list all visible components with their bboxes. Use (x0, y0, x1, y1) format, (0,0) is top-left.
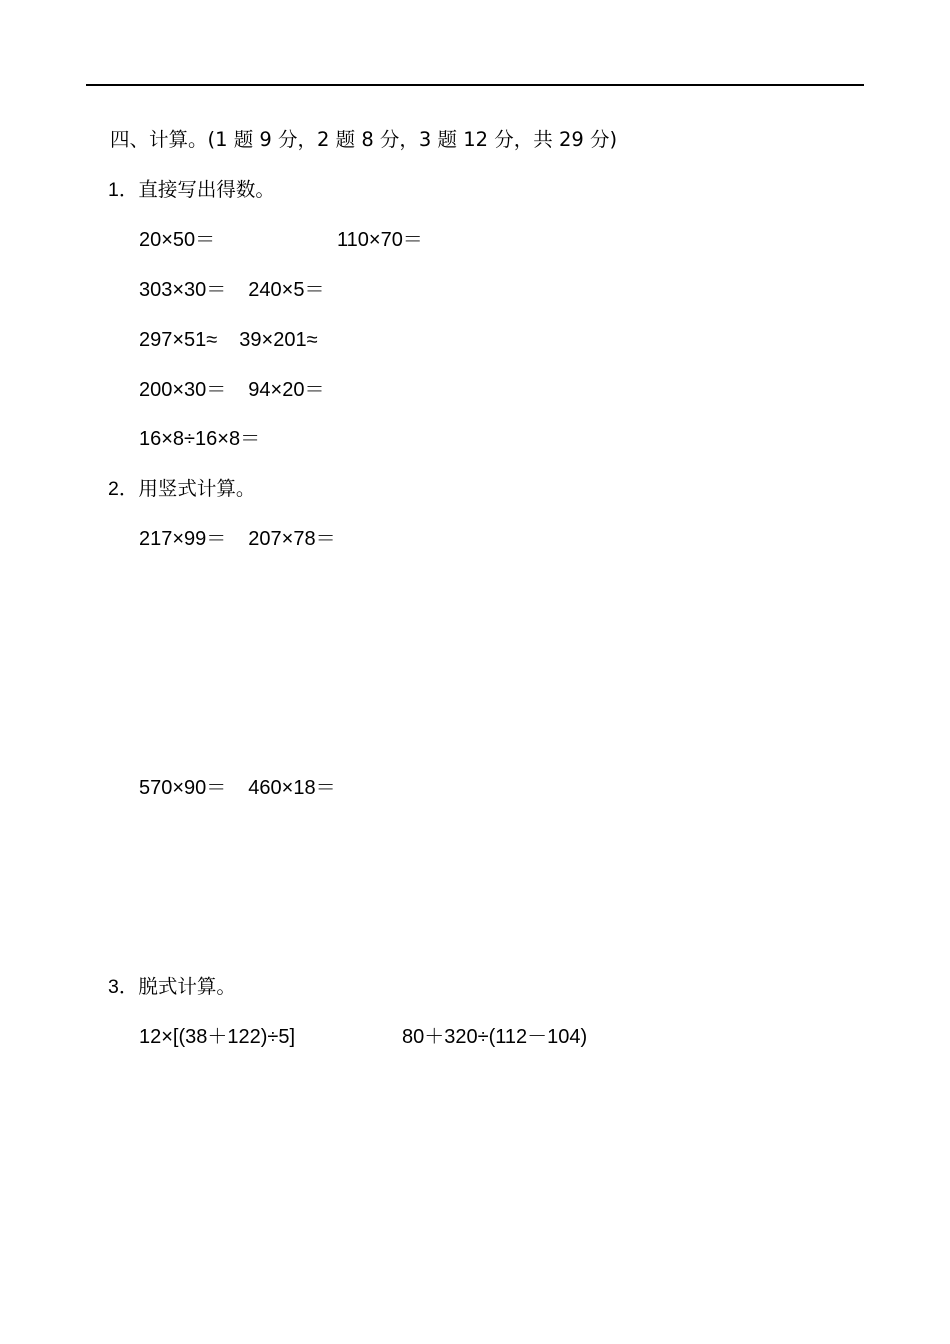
q1-item: 16×8÷16×8＝ (139, 428, 261, 450)
header-rule (86, 84, 864, 86)
q1-item: 39×201≈ (239, 329, 318, 351)
q2-row (139, 527, 336, 551)
q1-item: 240×5＝ (248, 279, 325, 301)
q2-item: 217×99＝ (139, 528, 227, 550)
q2-item: 207×78＝ (248, 528, 336, 550)
question-3-heading (108, 975, 236, 999)
q1-item: 94×20＝ (248, 379, 325, 401)
q1-item: 297×51≈ (139, 329, 218, 351)
q1-item: 200×30＝ (139, 379, 227, 401)
question-1-heading (108, 178, 275, 202)
q2-item: 460×18＝ (248, 777, 336, 799)
question-1-text: 直接写出得数。 (138, 178, 275, 201)
question-3-number: 3． (108, 976, 139, 998)
question-1-number: 1． (108, 179, 139, 201)
section-title: 四、计算。(1 题 9 分，2 题 8 分，3 题 12 分，共 29 分) (110, 128, 618, 151)
q1-row (139, 378, 324, 402)
q2-row (139, 776, 336, 800)
q1-item: 303×30＝ (139, 279, 227, 301)
q3-item: 12×[(38＋122)÷5] (139, 1026, 296, 1048)
question-2-heading (108, 477, 255, 501)
q1-item: 110×70＝ (337, 229, 423, 251)
q3-item: 80＋320÷(112－104) (402, 1026, 588, 1048)
q1-row (139, 328, 318, 352)
q2-item: 570×90＝ (139, 777, 227, 799)
q1-item: 20×50＝ (139, 229, 216, 251)
q1-row (139, 278, 324, 302)
question-2-text: 用竖式计算。 (138, 477, 256, 500)
question-2-number: 2． (108, 478, 139, 500)
question-3-text: 脱式计算。 (138, 975, 236, 998)
